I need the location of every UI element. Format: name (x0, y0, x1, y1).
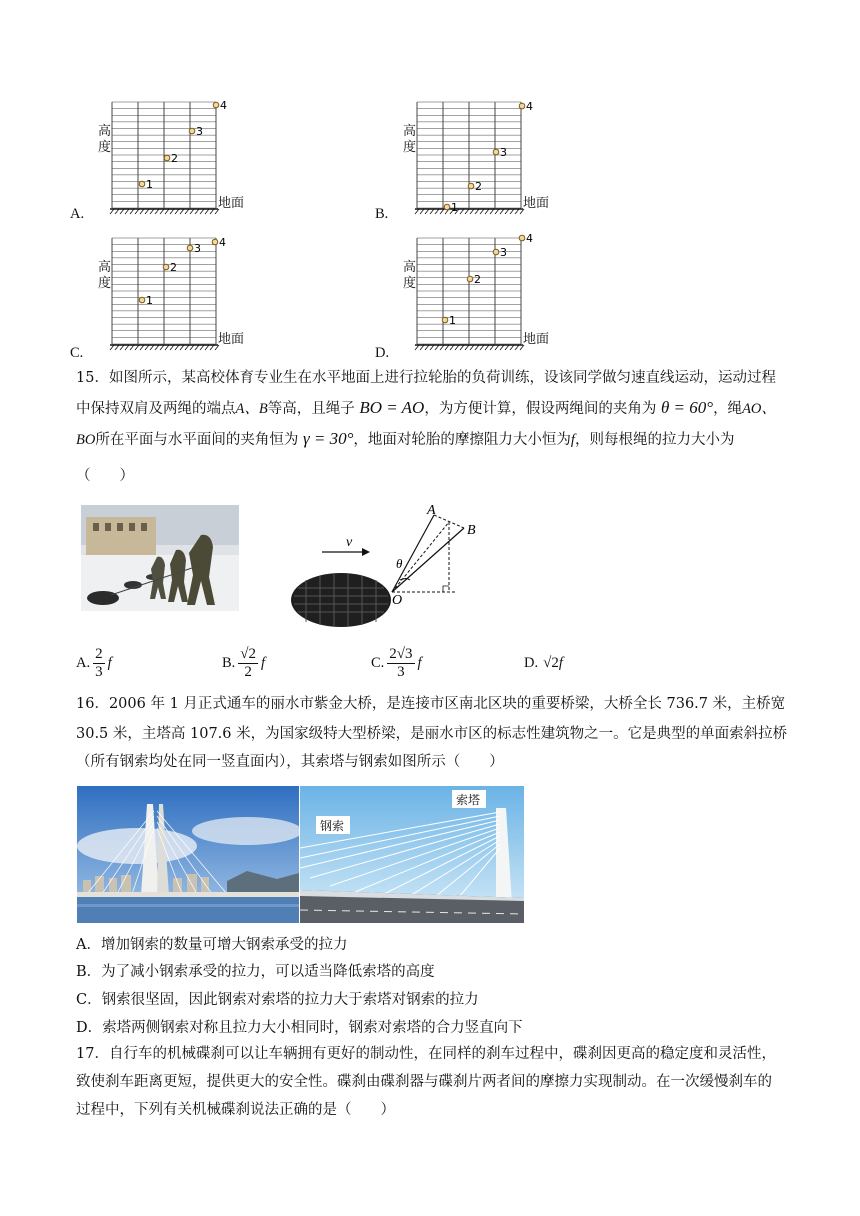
marker-2 (163, 264, 169, 270)
q15-option-b[interactable]: B. $\frac{√2}{2}$ f (222, 645, 266, 680)
option-letter: A. (70, 206, 85, 222)
marker-1 (139, 297, 145, 303)
point-b-label: B (467, 523, 476, 538)
marker-2 (468, 183, 474, 189)
marker-label-3: 3 (500, 246, 507, 259)
marker-3 (493, 149, 499, 155)
marker-2 (467, 276, 473, 282)
cable-tower-photo (300, 786, 524, 923)
marker-label-1: 1 (146, 294, 153, 307)
height-axis-label: 高 度 (98, 124, 112, 155)
point-o-label: O (392, 593, 403, 608)
marker-3 (187, 245, 193, 251)
marker-3 (493, 249, 499, 255)
q15-option-d[interactable]: D. √2 f (524, 654, 563, 671)
velocity-label: v (346, 535, 353, 550)
marker-label-1: 1 (146, 178, 153, 191)
theta-label: θ (396, 556, 403, 571)
marker-label-1: 1 (451, 201, 458, 214)
height-axis-label: 高 度 (403, 124, 417, 155)
marker-label-4: 4 (220, 99, 227, 112)
marker-label-2: 2 (475, 180, 482, 193)
marker-4 (519, 235, 525, 241)
q17-line2: 致使刹车距离更短，提供更大的安全性。碟刹由碟刹器与碟刹片两者间的摩擦力实现制动。在一次缓慢刹车的 (76, 1074, 772, 1090)
marker-label-4: 4 (526, 100, 533, 113)
q16-option-b[interactable]: B．为了减小钢索承受的拉力，可以适当降低索塔的高度 (76, 964, 435, 980)
q17-line1: 17．自行车的机械碟刹可以让车辆拥有更好的制动性，在同样的刹车过程中，碟刹因更高的稳定度和灵活性， (76, 1046, 776, 1062)
marker-label-1: 1 (449, 314, 456, 327)
q15-paren: （ ） (76, 468, 134, 484)
q15-line1: 15．如图所示，某高校体育专业生在水平地面上进行拉轮胎的负荷训练，设该同学做匀速直线运动，运动过程 (76, 370, 776, 386)
q15-line2: 中保持双肩及两绳的端点A、B等高，且绳子 BO = AO，为方便计算，假设两绳间的夹角为 θ = 60°，绳AO、 (76, 398, 776, 417)
marker-2 (164, 155, 170, 161)
ground-label: 地面 (523, 332, 550, 347)
q16-line2: 30.5 米，主塔高 107.6 米，为国家级特大型桥梁，是丽水市区的标志性建筑物之一。它是典型的单面索斜拉桥 (76, 726, 788, 742)
q15-option-c[interactable]: C. $\frac{2√3}{3}$ f (371, 645, 422, 680)
marker-label-2: 2 (474, 273, 481, 286)
ground-label: 地面 (523, 196, 550, 211)
height-grid (70, 232, 320, 362)
q15-line3: BO所在平面与水平面间的夹角恒为 γ = 30°，地面对轮胎的摩擦阻力大小恒为f，则每根绳的拉力大小为 (76, 429, 735, 448)
height-axis-label: 高 度 (98, 260, 112, 291)
marker-label-2: 2 (170, 261, 177, 274)
option-letter: D. (375, 345, 390, 361)
marker-3 (189, 128, 195, 134)
q14-option-b[interactable] (375, 96, 625, 226)
q16-line1: 16．2006 年 1 月正式通车的丽水市紫金大桥，是连接市区南北区块的重要桥梁，大桥全长 736.7 米，主桥宽 (76, 696, 786, 712)
tyre-force-diagram (284, 500, 514, 640)
marker-1 (442, 317, 448, 323)
marker-4 (519, 103, 525, 109)
marker-4 (212, 239, 218, 245)
ground-label: 地面 (218, 332, 245, 347)
q16-option-c[interactable]: C．钢索很坚固，因此钢索对索塔的拉力大于索塔对钢索的拉力 (76, 992, 479, 1008)
point-a-label: A (427, 503, 436, 518)
q17-line3: 过程中，下列有关机械碟刹说法正确的是（ ） (76, 1102, 395, 1118)
option-letter: C. (70, 345, 84, 361)
training-photo (81, 505, 239, 611)
ground-label: 地面 (218, 196, 245, 211)
q16-line3: （所有钢索均处在同一竖直面内），其索塔与钢索如图所示（ ） (76, 754, 504, 770)
height-grid (375, 232, 625, 362)
height-axis-label: 高 度 (403, 260, 417, 291)
height-grid (70, 96, 320, 226)
marker-label-4: 4 (219, 236, 226, 249)
q15-option-a[interactable]: A. $\frac{2}{3}$ f (76, 645, 112, 680)
q16-option-d[interactable]: D．索塔两侧钢索对称且拉力大小相同时，钢索对索塔的合力竖直向下 (76, 1020, 523, 1036)
height-grid (375, 96, 625, 226)
marker-label-3: 3 (500, 146, 507, 159)
marker-label-2: 2 (171, 152, 178, 165)
option-letter: B. (375, 206, 389, 222)
q16-option-a[interactable]: A．增加钢索的数量可增大钢索承受的拉力 (76, 937, 348, 953)
cable-label: 钢索 (320, 819, 345, 833)
marker-4 (213, 102, 219, 108)
marker-label-3: 3 (196, 125, 203, 138)
bridge-photo (77, 786, 299, 923)
marker-label-4: 4 (526, 232, 533, 245)
q14-option-a[interactable] (70, 96, 320, 226)
tower-label: 索塔 (456, 793, 481, 807)
marker-label-3: 3 (194, 242, 201, 255)
marker-1 (444, 204, 450, 210)
marker-1 (139, 181, 145, 187)
q14-option-d[interactable] (375, 232, 625, 362)
q14-option-c[interactable] (70, 232, 320, 362)
